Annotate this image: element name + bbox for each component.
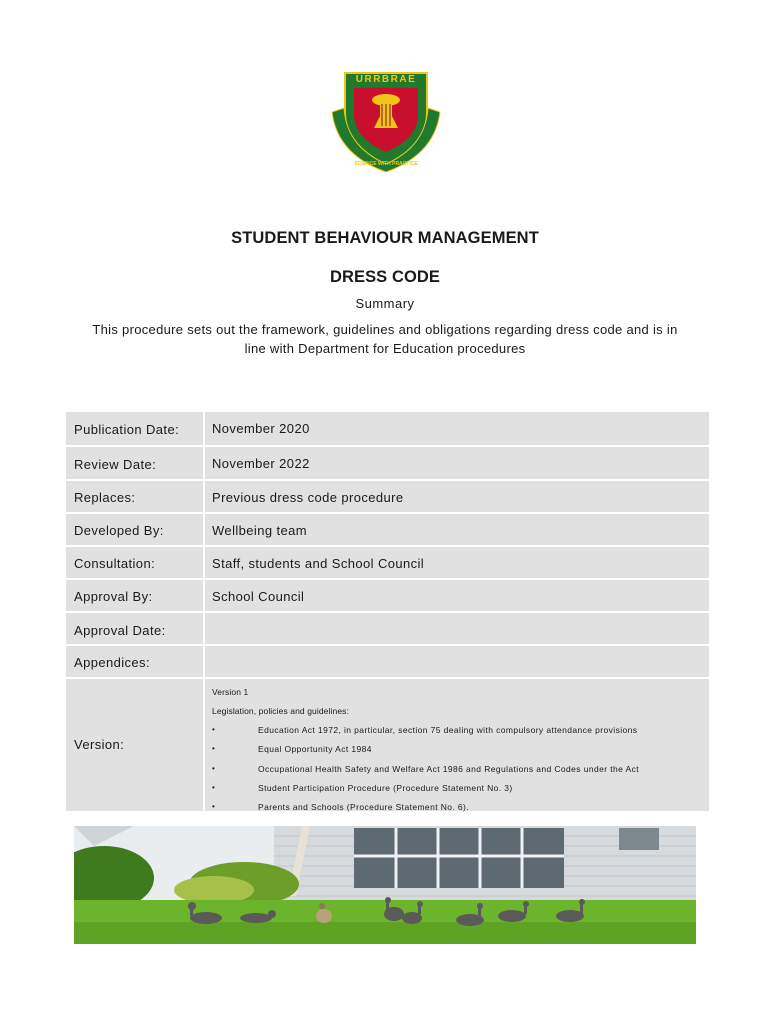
row-value: Previous dress code procedure (212, 490, 404, 505)
row-value: November 2020 (212, 421, 310, 436)
legislation-heading: Legislation, policies and guidelines: (212, 706, 349, 716)
row-label: Approval By: (74, 589, 153, 604)
table-row-consultation (66, 547, 709, 578)
row-value: School Council (212, 589, 305, 604)
table-row-approval-date (66, 613, 709, 644)
summary-text (70, 320, 700, 358)
school-crest-logo (330, 68, 442, 172)
legislation-item: Education Act 1972, in particular, section 75 dealing with compulsory attendance provisions (258, 725, 638, 735)
legislation-item: Occupational Health Safety and Welfare Act 1986 and Regulations and Codes under the Act (258, 764, 640, 774)
legislation-item: Student Participation Procedure (Procedure Statement No. 3) (258, 783, 513, 793)
summary-text-line-2: line with Department for Education procedures (244, 341, 526, 356)
table-row-version (66, 679, 709, 811)
table-row-approval-by (66, 580, 709, 611)
row-value: November 2022 (212, 456, 310, 471)
bullet-icon: • (212, 783, 216, 792)
version-details (205, 679, 709, 811)
row-label: Version: (74, 737, 125, 752)
crest-motto-text: SCIENCE WITH PRACTICE (354, 161, 418, 167)
row-label: Consultation: (74, 556, 156, 571)
row-label: Appendices: (74, 655, 150, 670)
ducks-on-lawn-photo (74, 826, 696, 944)
table-row-developed-by (66, 514, 709, 545)
table-row-appendices (66, 646, 709, 677)
document-title: STUDENT BEHAVIOUR MANAGEMENT (231, 229, 539, 247)
version-number: Version 1 (212, 687, 249, 697)
bullet-icon: • (212, 802, 216, 811)
row-value: Staff, students and School Council (212, 556, 425, 571)
bullet-icon: • (212, 764, 216, 773)
table-row-review-date (66, 447, 709, 479)
row-label: Review Date: (74, 457, 157, 472)
row-value: Wellbeing team (212, 523, 307, 538)
row-label: Publication Date: (74, 422, 180, 437)
document-subtitle: DRESS CODE (329, 268, 441, 286)
bullet-icon: • (212, 725, 216, 734)
legislation-item: Equal Opportunity Act 1984 (258, 744, 372, 754)
legislation-item: Parents and Schools (Procedure Statement No. 6). (258, 802, 470, 812)
row-label: Replaces: (74, 490, 136, 505)
table-row-replaces (66, 481, 709, 512)
crest-top-text: URRBRAE (355, 74, 417, 85)
row-label: Developed By: (74, 523, 164, 538)
table-row-publication-date (66, 412, 709, 445)
bullet-icon: • (212, 744, 216, 753)
summary-label: Summary (355, 296, 415, 311)
row-label: Approval Date: (74, 623, 166, 638)
summary-text-line-1: This procedure sets out the framework, guidelines and obligations regarding dress code and is in (92, 322, 678, 337)
document-info-table (66, 412, 709, 811)
